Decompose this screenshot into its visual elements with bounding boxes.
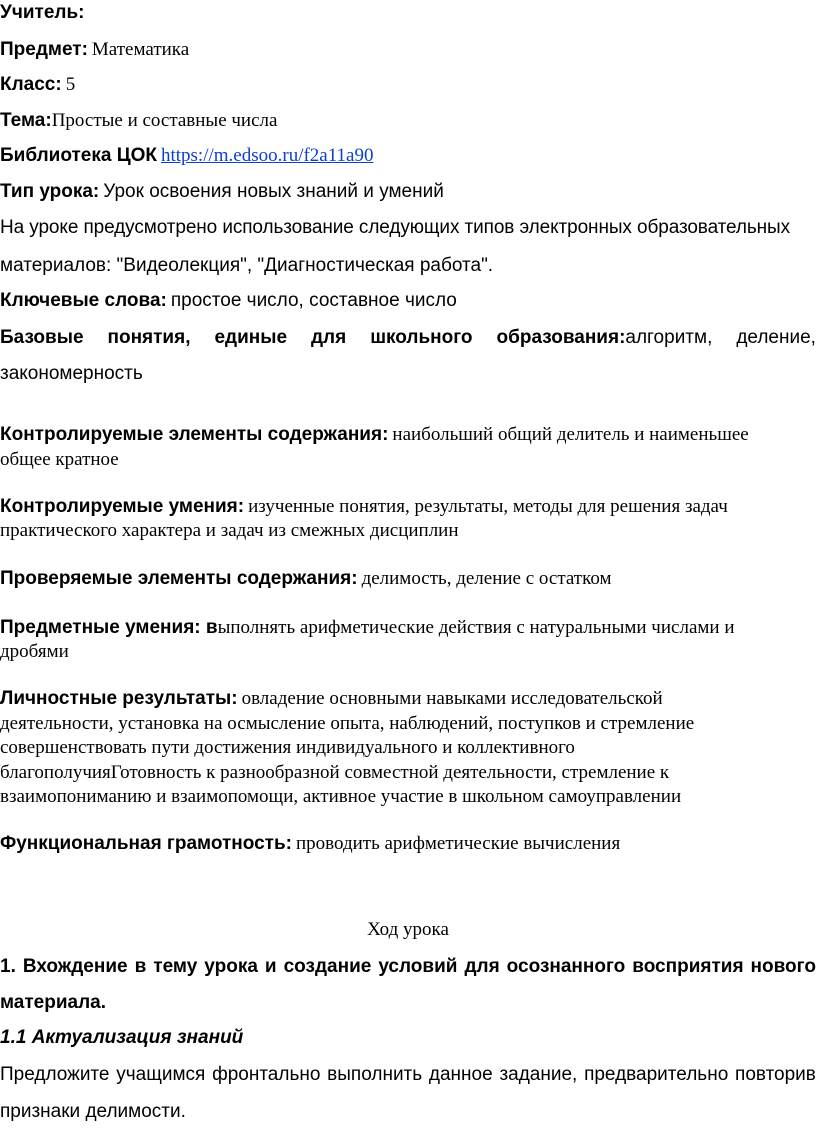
basic-concepts-word: Базовые bbox=[0, 327, 84, 348]
grade-line bbox=[0, 74, 75, 96]
section-1-heading-word: нового bbox=[750, 956, 816, 977]
subject-line bbox=[0, 39, 189, 61]
section-1-heading-word: 1. bbox=[0, 956, 16, 977]
basic-concepts-label-end: образования: bbox=[496, 327, 626, 348]
checked-content-value: делимость, деление с остатком bbox=[361, 568, 612, 589]
subject-label: Предмет: bbox=[0, 39, 88, 60]
subsection-heading: 1.1 Актуализация знаний bbox=[0, 1027, 244, 1048]
controlled-content-label: Контролируемые элементы содержания: bbox=[0, 424, 389, 445]
subject-skills-label: Предметные умения: в bbox=[0, 617, 218, 638]
checked-content-line bbox=[0, 568, 612, 590]
section-1-heading-word: восприятия bbox=[632, 956, 744, 977]
controlled-skills-line-1 bbox=[0, 496, 728, 518]
basic-concepts-word bbox=[497, 327, 713, 349]
teacher-line bbox=[0, 2, 84, 24]
section-1-heading-line-2: материала. bbox=[0, 992, 107, 1013]
basic-concepts-word: для bbox=[311, 327, 347, 348]
controlled-skills-value: изученные понятия, результаты, методы для решения задач bbox=[248, 496, 728, 517]
basic-concepts-value: деление, bbox=[736, 327, 816, 348]
keywords-value: простое число, составное число bbox=[170, 290, 457, 311]
section-1-heading-word: и bbox=[264, 956, 277, 977]
section-1-heading-word: для bbox=[464, 956, 500, 977]
subject-skills-line-2: дробями bbox=[0, 641, 69, 662]
section-1-heading-word: в bbox=[134, 956, 147, 977]
basic-concepts-value: алгоритм, bbox=[625, 327, 713, 348]
section-1-heading-word: осознанного bbox=[506, 956, 626, 977]
task-line-1 bbox=[0, 1064, 816, 1086]
controlled-skills-label: Контролируемые умения: bbox=[0, 496, 245, 517]
subject-skills-line-1 bbox=[0, 617, 734, 639]
personal-results-line-2: деятельности, установка на осмысление опыта, наблюдений, поступков и стремление bbox=[0, 713, 695, 734]
keywords-label: Ключевые слова: bbox=[0, 290, 167, 311]
basic-concepts-word: единые bbox=[214, 327, 288, 348]
grade-label: Класс: bbox=[0, 74, 62, 95]
task-line-2: признаки делимости. bbox=[0, 1101, 186, 1122]
basic-concepts-word: школьного bbox=[370, 327, 473, 348]
teacher-label: Учитель: bbox=[0, 2, 85, 23]
intro-line-2: материалов: "Видеолекция", "Диагностическая работа". bbox=[0, 255, 494, 276]
lesson-flow-title: Ход урока bbox=[367, 919, 449, 940]
task-word: фронтально bbox=[212, 1064, 321, 1085]
grade-value: 5 bbox=[65, 74, 76, 95]
functional-literacy-label: Функциональная грамотность: bbox=[0, 833, 292, 854]
personal-results-line-5: взаимопониманию и взаимопомощи, активное участие в школьном самоуправлении bbox=[0, 786, 682, 807]
task-word: задание, bbox=[499, 1064, 578, 1085]
personal-results-line-4: благополучияГотовность к разнообразной совместной деятельности, стремление к bbox=[0, 762, 670, 783]
task-word: повторив bbox=[735, 1064, 816, 1085]
topic-line bbox=[0, 110, 277, 132]
basic-concepts-line-1 bbox=[0, 327, 816, 349]
section-1-heading-word: тему bbox=[153, 956, 198, 977]
task-word: Предложите bbox=[0, 1064, 110, 1085]
task-word: учащимся bbox=[116, 1064, 206, 1085]
library-line bbox=[0, 145, 373, 167]
keywords-line bbox=[0, 290, 457, 312]
functional-literacy-line bbox=[0, 833, 620, 855]
controlled-content-line-1 bbox=[0, 424, 749, 446]
personal-results-label: Личностные результаты: bbox=[0, 688, 238, 709]
controlled-content-line-2: общее кратное bbox=[0, 449, 119, 470]
controlled-skills-line-2: практического характера и задач из смежных дисциплин bbox=[0, 520, 459, 541]
checked-content-label: Проверяемые элементы содержания: bbox=[0, 568, 358, 589]
personal-results-value: овладение основными навыками исследовательской bbox=[241, 688, 663, 709]
personal-results-line-1 bbox=[0, 688, 663, 710]
section-1-heading-word: условий bbox=[378, 956, 458, 977]
task-word: предварительно bbox=[584, 1064, 729, 1085]
topic-value: Простые и составные числа bbox=[51, 110, 278, 131]
lesson-type-label: Тип урока: bbox=[0, 181, 100, 202]
section-1-heading-word: создание bbox=[283, 956, 372, 977]
subject-value: Математика bbox=[91, 39, 190, 60]
controlled-content-value: наибольший общий делитель и наименьшее bbox=[392, 424, 749, 445]
section-1-heading-word: урока bbox=[204, 956, 258, 977]
subject-skills-value: ыполнять арифметические действия с натуральными числами и bbox=[217, 617, 735, 638]
intro-line-1: На уроке предусмотрено использование следующих типов электронных образовательных bbox=[0, 217, 791, 238]
task-word: выполнить bbox=[327, 1064, 423, 1085]
lesson-type-value: Урок освоения новых знаний и умений bbox=[103, 181, 444, 202]
section-1-heading-word: Вхождение bbox=[22, 956, 128, 977]
task-word: данное bbox=[428, 1064, 493, 1085]
section-1-heading-line-1 bbox=[0, 956, 816, 978]
topic-label: Тема: bbox=[0, 110, 52, 131]
functional-literacy-value: проводить арифметические вычисления bbox=[295, 833, 621, 854]
basic-concepts-line-2: закономерность bbox=[0, 363, 143, 384]
basic-concepts-word: понятия, bbox=[107, 327, 191, 348]
personal-results-line-3: совершенствовать пути достижения индивидуального и коллективного bbox=[0, 737, 575, 758]
library-link[interactable]: https://m.edsoo.ru/f2a11a90 bbox=[160, 145, 374, 166]
library-label: Библиотека ЦОК bbox=[0, 145, 157, 166]
lesson-type-line bbox=[0, 181, 444, 203]
